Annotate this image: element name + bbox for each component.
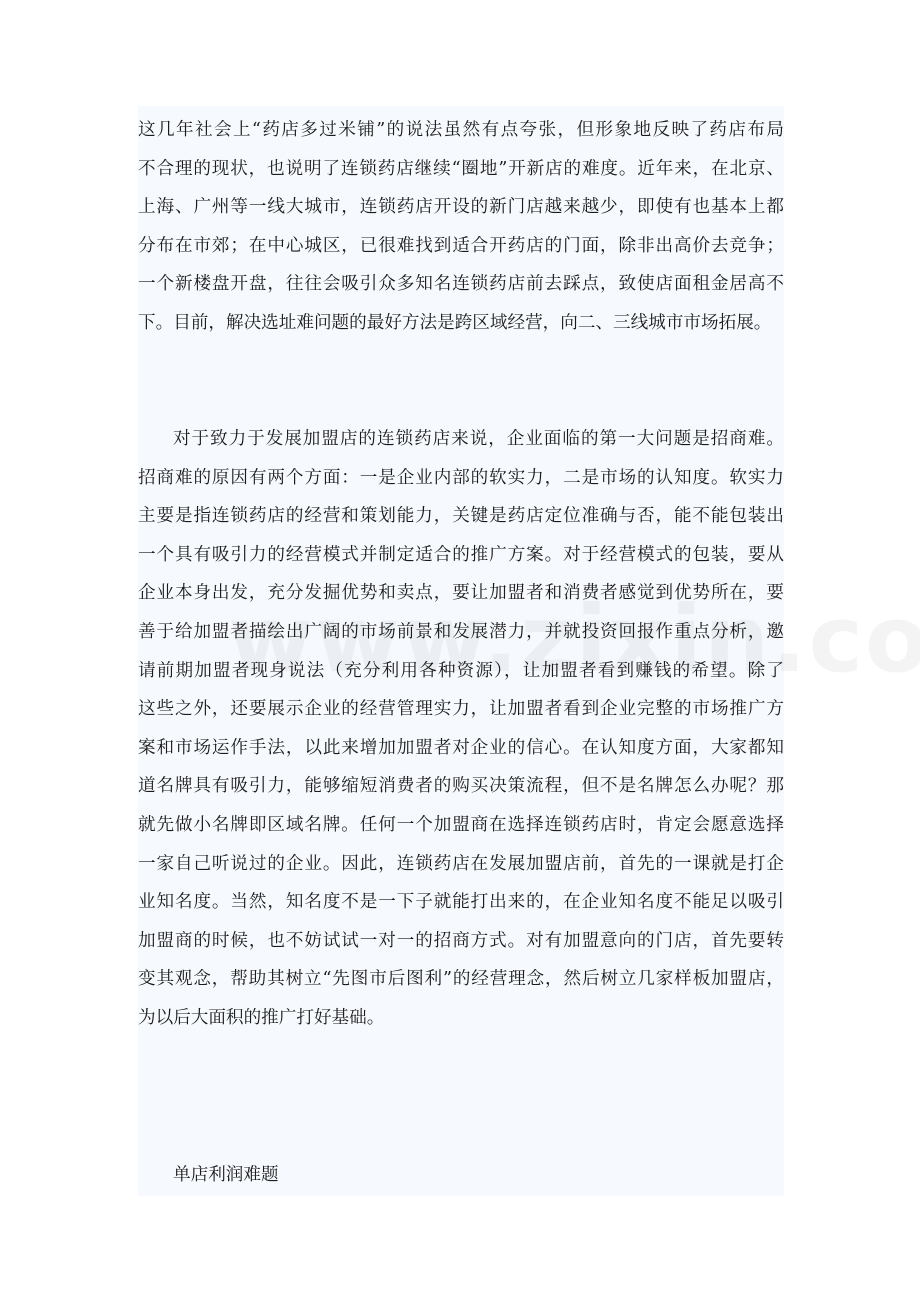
paragraph-line: 案和市场运作手法，以此来增加加盟者对企业的信心。在认知度方面，大家都知 (138, 737, 784, 758)
paragraph-line: 就先做小名牌即区域名牌。任何一个加盟商在选择连锁药店时，肯定会愿意选择 (138, 814, 784, 835)
section-heading: 单店利润难题 (173, 1165, 279, 1185)
paragraph-line: 加盟商的时候，也不妨试试一对一的招商方式。对有加盟意向的门店，首先要转 (138, 930, 784, 951)
paragraph-line: 主要是指连锁药店的经营和策划能力，关键是药店定位准确与否，能不能包装出 (138, 506, 784, 527)
paragraph-1 (138, 111, 784, 343)
paragraph-line: 一家自己听说过的企业。因此，连锁药店在发展加盟店前，首先的一课就是打企 (138, 853, 784, 874)
paragraph-line: 分布在市郊；在中心城区，已很难找到适合开药店的门面，除非出高价去竞争； (138, 235, 784, 256)
paragraph-line: 不合理的现状，也说明了连锁药店继续“圈地”开新店的难度。近年来，在北京、 (138, 158, 784, 179)
paragraph-line: 请前期加盟者现身说法（充分利用各种资源），让加盟者看到赚钱的希望。除了 (138, 660, 784, 681)
paragraph-line: 为以后大面积的推广打好基础。 (138, 1007, 385, 1028)
paragraph-line: 善于给加盟者描绘出广阔的市场前景和发展潜力，并就投资回报作重点分析，邀 (138, 621, 784, 642)
paragraph-line: 道名牌具有吸引力，能够缩短消费者的购买决策流程，但不是名牌怎么办呢？那 (138, 776, 784, 797)
paragraph-line: 对于致力于发展加盟店的连锁药店来说，企业面临的第一大问题是招商难。 (173, 429, 784, 449)
paragraph-line: 招商难的原因有两个方面：一是企业内部的软实力，二是市场的认知度。软实力 (138, 467, 784, 488)
paragraph-line: 企业本身出发，充分发掘优势和卖点，要让加盟者和消费者感觉到优势所在，要 (138, 583, 784, 604)
paragraph-line: 这些之外，还要展示企业的经营管理实力，让加盟者看到企业完整的市场推广方 (138, 699, 784, 720)
paragraph-line: 业知名度。当然，知名度不是一下子就能打出来的，在企业知名度不能足以吸引 (138, 892, 784, 913)
paragraph-2 (138, 420, 784, 1038)
document-body (138, 106, 784, 1196)
paragraph-line: 一个具有吸引力的经营模式并制定适合的推广方案。对于经营模式的包装，要从 (138, 544, 784, 565)
paragraph-line: 下。目前，解决选址难问题的最好方法是跨区域经营，向二、三线城市市场拓展。 (138, 312, 772, 333)
paragraph-line: 这几年社会上“药店多过米铺”的说法虽然有点夸张，但形象地反映了药店布局 (138, 120, 784, 140)
paragraph-line: 上海、广州等一线大城市，连锁药店开设的新门店越来越少，即使有也基本上都 (138, 197, 784, 218)
paragraph-line: 一个新楼盘开盘，往往会吸引众多知名连锁药店前去踩点，致使店面租金居高不 (138, 274, 784, 295)
paragraph-line: 变其观念，帮助其树立“先图市后图利”的经营理念，然后树立几家样板加盟店， (138, 969, 784, 990)
